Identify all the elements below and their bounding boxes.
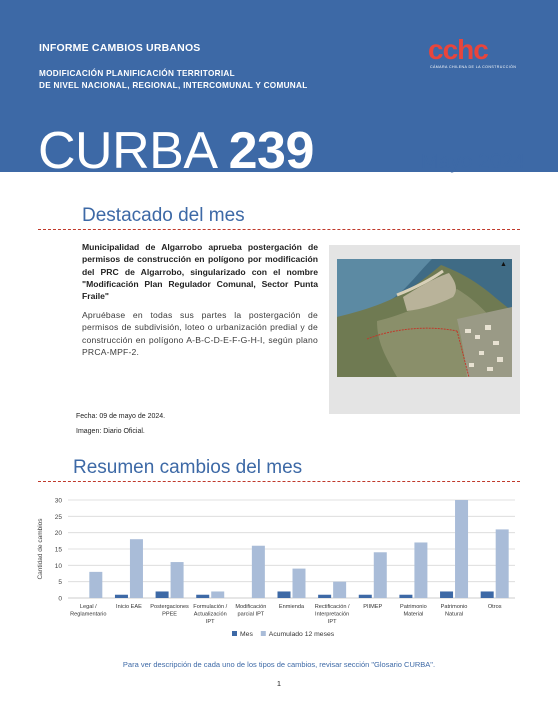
issue-title <box>38 121 314 181</box>
legend-label: Acumulado 12 meses <box>268 631 335 638</box>
bar-mes <box>156 591 169 598</box>
bar-acumulado <box>496 529 509 598</box>
legend-swatch <box>261 631 266 636</box>
y-tick-label: 30 <box>54 497 62 505</box>
bar-mes <box>278 591 291 598</box>
legend-swatch <box>232 631 237 636</box>
x-tick-label: IPT <box>327 619 337 625</box>
featured-lead: Municipalidad de Algarrobo aprueba postergación de permisos de construcción en polígono por modificación del PRC de Algarrobo, singularizado con el nombre "Modificación Plan Regulador Comunal, Sector Punta Fraile" <box>82 242 318 302</box>
featured-divider <box>38 229 520 230</box>
summary-heading: Resumen cambios del mes <box>73 457 303 478</box>
x-tick-label: Patrimonio <box>400 604 427 610</box>
x-tick-label: PPEE <box>162 611 178 618</box>
bar-acumulado <box>211 591 224 598</box>
featured-aerial-image <box>337 259 512 377</box>
report-subtitle-line2: DE NIVEL NACIONAL, REGIONAL, INTERCOMUNAL Y COMUNAL <box>39 80 308 90</box>
summary-divider <box>38 481 520 482</box>
report-subtitle <box>39 68 308 91</box>
bar-mes <box>440 591 453 598</box>
x-tick-label: Modificación <box>235 604 267 610</box>
x-tick-label: Natural <box>445 611 464 618</box>
x-tick-label: Rectificación / <box>314 604 350 610</box>
bar-mes <box>318 595 331 598</box>
issue-number: 239 <box>228 122 314 180</box>
y-tick-label: 20 <box>54 530 62 538</box>
featured-body: Apruébase en todas sus partes la postergación de permisos de subdivisión, loteo o urbanización predial y de construcción en polígono A-B-C-D-E-F-G-H-I, según plano PRCA-MPF-2. <box>82 310 318 357</box>
bar-acumulado <box>252 546 265 598</box>
x-tick-label: Legal / <box>79 604 97 610</box>
x-tick-label: parcial IPT <box>237 611 265 618</box>
y-tick-label: 15 <box>54 546 62 554</box>
report-subtitle-line1: MODIFICACIÓN PLANIFICACIÓN TERRITORIAL <box>39 69 235 78</box>
x-tick-label: Enmienda <box>278 604 305 610</box>
report-title: INFORME CAMBIOS URBANOS <box>39 42 201 54</box>
cchc-logo-caption: CÁMARA CHILENA DE LA CONSTRUCCIÓN <box>430 65 517 69</box>
y-tick-label: 25 <box>54 513 62 521</box>
bar-acumulado <box>414 542 427 598</box>
bar-mes <box>481 591 494 598</box>
cchc-logo-word: cchc <box>428 34 488 65</box>
x-tick-label: Formulación / <box>193 604 228 610</box>
x-tick-label: Inicio EAE <box>116 604 142 610</box>
y-axis-label: Cantidad de cambios <box>37 518 44 580</box>
issue-title-word: CURBA <box>38 122 215 180</box>
x-tick-label: IPT <box>205 619 215 625</box>
x-tick-label: Otros <box>487 604 502 610</box>
x-tick-label: Interpretación <box>315 611 350 618</box>
cchc-logo <box>428 34 524 74</box>
bar-acumulado <box>455 500 468 598</box>
bar-mes <box>196 595 209 598</box>
bar-acumulado <box>333 582 346 598</box>
bar-mes <box>399 595 412 598</box>
changes-bar-chart <box>0 488 558 648</box>
featured-image-source: Imagen: Diario Oficial. <box>76 428 145 435</box>
aerial-map-icon <box>337 259 512 377</box>
x-tick-label: Postergaciones <box>150 604 189 610</box>
bar-acumulado <box>171 562 184 598</box>
x-tick-label: Actualización <box>193 611 227 618</box>
bar-acumulado <box>130 539 143 598</box>
x-tick-label: Patrimonio <box>440 604 468 610</box>
bar-acumulado <box>293 569 306 598</box>
svg-text:▲: ▲ <box>500 261 507 268</box>
x-tick-label: PIIMEP <box>363 604 383 610</box>
glossary-note: Para ver descripción de cada uno de los tipos de cambios, revisar sección "Glosario CURBA". <box>122 660 436 669</box>
x-tick-label: Reglamentario <box>70 611 107 618</box>
legend-label: Mes <box>240 631 253 638</box>
x-tick-label: Material <box>403 611 424 618</box>
featured-date: Fecha: 09 de mayo de 2024. <box>76 413 166 420</box>
bar-acumulado <box>89 572 102 598</box>
bar-mes <box>359 595 372 598</box>
featured-heading: Destacado del mes <box>82 205 245 226</box>
report-header <box>0 0 558 180</box>
issue-date: Mayo 2024 <box>421 150 525 173</box>
y-tick-label: 0 <box>58 595 62 603</box>
page-number: 1 <box>276 679 282 688</box>
y-tick-label: 5 <box>58 579 62 587</box>
bar-mes <box>115 595 128 598</box>
y-tick-label: 10 <box>54 562 62 570</box>
bar-acumulado <box>374 552 387 598</box>
